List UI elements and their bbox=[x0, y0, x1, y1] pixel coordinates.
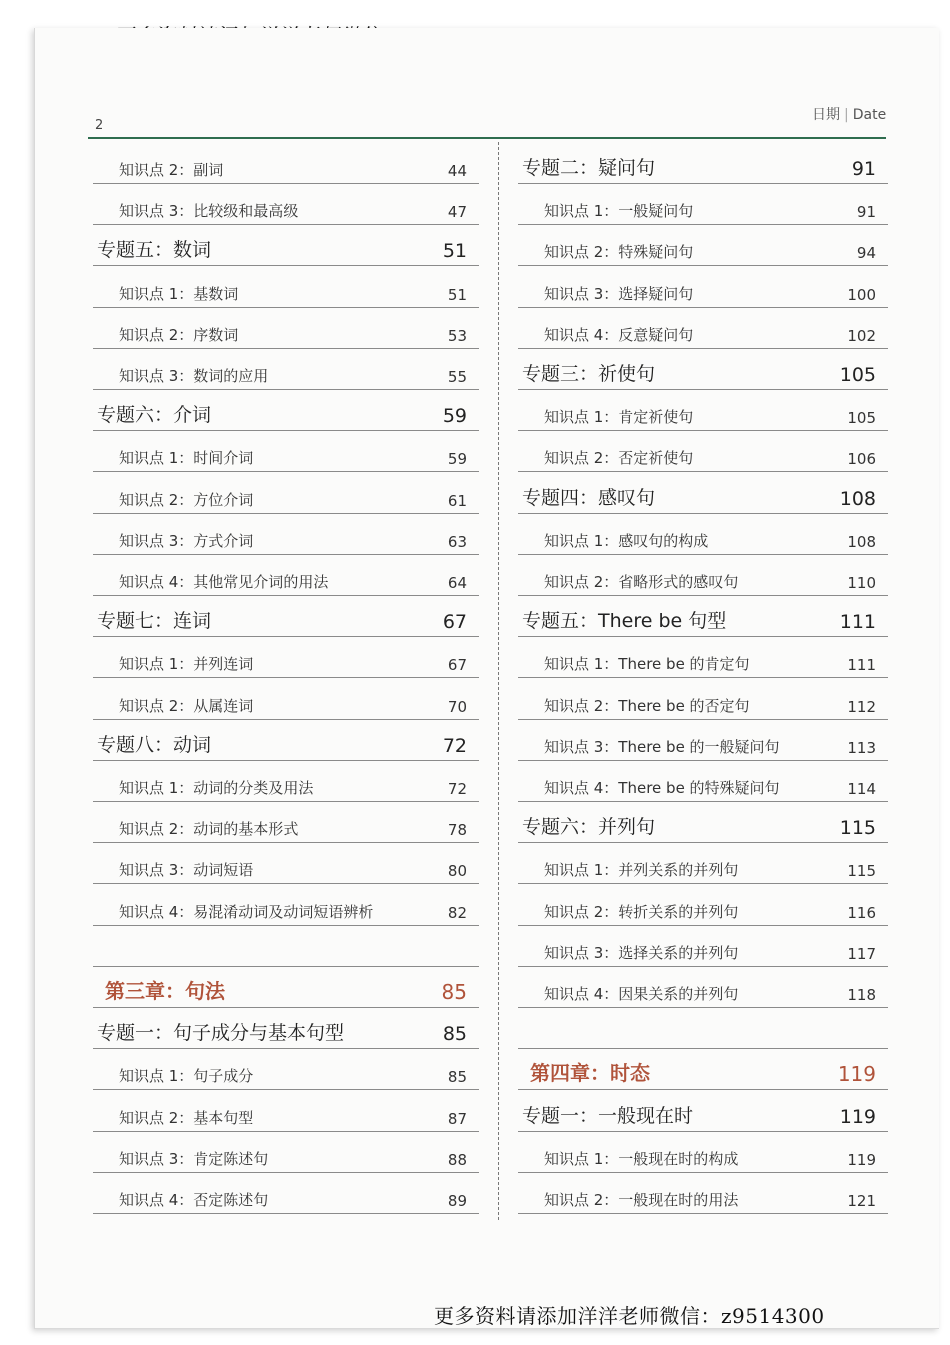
toc-item-page: 67 bbox=[447, 656, 467, 675]
toc-item-page: 87 bbox=[447, 1109, 467, 1128]
toc-item-page: 113 bbox=[847, 738, 876, 757]
date-label bbox=[812, 104, 886, 124]
toc-item-page: 85 bbox=[447, 1068, 467, 1087]
toc-item-title: 知识点 2：动词的基本形式 bbox=[119, 820, 299, 839]
toc-item-page: 100 bbox=[847, 285, 876, 304]
toc-item-title: 知识点 3：选择关系的并列句 bbox=[544, 943, 739, 962]
toc-item-row bbox=[93, 1172, 479, 1214]
toc-item-title: 知识点 1：一般疑问句 bbox=[544, 202, 694, 221]
toc-item-title: 知识点 4：反意疑问句 bbox=[544, 325, 694, 344]
toc-chapter-page: 119 bbox=[837, 1062, 876, 1087]
toc-item-page: 59 bbox=[447, 450, 467, 469]
toc-item-page: 61 bbox=[447, 491, 467, 510]
toc-item-row bbox=[93, 636, 479, 678]
toc-item-page: 72 bbox=[447, 780, 467, 798]
toc-item-page: 115 bbox=[847, 862, 876, 881]
toc-item-title: 知识点 4：否定陈述句 bbox=[119, 1191, 269, 1209]
toc-chapter-row bbox=[518, 1048, 888, 1090]
toc-item-title: 知识点 1：基数词 bbox=[119, 284, 239, 303]
toc-topic-row bbox=[518, 348, 888, 390]
toc-item-page: 91 bbox=[856, 203, 876, 222]
toc-topic-title: 专题一：一般现在时 bbox=[522, 1104, 694, 1127]
toc-topic-page: 72 bbox=[442, 734, 467, 757]
toc-item-title: 知识点 2：序数词 bbox=[119, 325, 239, 344]
toc-topic-title: 专题四：感叹句 bbox=[522, 486, 656, 509]
toc-item-title: 知识点 3：选择疑问句 bbox=[544, 284, 694, 303]
toc-item-page: 70 bbox=[447, 697, 467, 716]
toc-item-row bbox=[93, 430, 479, 472]
toc-topic-title: 专题二：疑问句 bbox=[522, 157, 656, 179]
toc-topic-row bbox=[93, 595, 479, 637]
date-label-cn: 日期 bbox=[812, 107, 840, 123]
toc-topic-title: 专题六：介词 bbox=[97, 404, 212, 427]
toc-topic-row bbox=[93, 224, 479, 266]
toc-item-page: 119 bbox=[847, 1150, 876, 1169]
toc-item-row bbox=[518, 636, 888, 678]
toc-topic-page: 108 bbox=[839, 487, 876, 510]
toc-item-row bbox=[93, 472, 479, 514]
toc-item-row bbox=[93, 554, 479, 596]
toc-chapter-title: 第四章：时态 bbox=[530, 1061, 650, 1086]
toc-item-page: 117 bbox=[847, 944, 876, 963]
toc-item-row bbox=[93, 1090, 479, 1132]
toc-item-title: 知识点 1：There be 的肯定句 bbox=[544, 655, 750, 674]
toc-item-row bbox=[518, 1131, 888, 1173]
toc-item-title: 知识点 1：句子成分 bbox=[119, 1067, 254, 1086]
column-divider bbox=[498, 142, 499, 1220]
toc-item-title: 知识点 3：There be 的一般疑问句 bbox=[544, 737, 780, 756]
toc-topic-row bbox=[518, 142, 888, 184]
toc-item-title: 知识点 1：一般现在时的构成 bbox=[544, 1149, 739, 1168]
toc-item-row bbox=[93, 142, 479, 184]
toc-item-page: 106 bbox=[847, 450, 876, 469]
toc-item-row bbox=[93, 513, 479, 555]
toc-item-row bbox=[518, 554, 888, 596]
toc-item-row bbox=[518, 760, 888, 802]
toc-topic-title: 专题三：祈使句 bbox=[522, 363, 656, 385]
toc-item-page: 78 bbox=[447, 821, 467, 840]
toc-item-title: 知识点 4：There be 的特殊疑问句 bbox=[544, 779, 780, 797]
toc-item-title: 知识点 2：基本句型 bbox=[119, 1108, 254, 1127]
toc-item-row bbox=[518, 966, 888, 1008]
toc-item-row bbox=[518, 224, 888, 266]
toc-item-title: 知识点 2：There be 的否定句 bbox=[544, 696, 750, 715]
toc-item-title: 知识点 2：方位介词 bbox=[119, 490, 254, 509]
toc-item-title: 知识点 4：因果关系的并列句 bbox=[544, 985, 739, 1003]
toc-item-title: 知识点 2：从属连词 bbox=[119, 696, 254, 715]
toc-item-title: 知识点 2：副词 bbox=[119, 161, 224, 179]
toc-item-page: 80 bbox=[447, 862, 467, 881]
toc-item-title: 知识点 2：一般现在时的用法 bbox=[544, 1191, 739, 1209]
toc-topic-page: 115 bbox=[839, 817, 876, 840]
toc-chapter-row bbox=[93, 966, 479, 1008]
toc-item-row bbox=[93, 760, 479, 802]
toc-item-row bbox=[93, 348, 479, 390]
toc-topic-page: 105 bbox=[839, 364, 876, 386]
watermark-bottom: 更多资料请添加洋洋老师微信：z9514300 bbox=[434, 1304, 825, 1328]
toc-item-row bbox=[518, 925, 888, 967]
toc-item-title: 知识点 2：省略形式的感叹句 bbox=[544, 573, 739, 591]
toc-item-row bbox=[518, 884, 888, 926]
toc-item-page: 116 bbox=[847, 903, 876, 922]
toc-item-title: 知识点 1：感叹句的构成 bbox=[544, 531, 709, 550]
toc-item-page: 89 bbox=[447, 1192, 467, 1210]
toc-topic-row bbox=[93, 719, 479, 761]
toc-item-page: 112 bbox=[847, 697, 876, 716]
toc-item-title: 知识点 3：数词的应用 bbox=[119, 367, 269, 385]
toc-topic-title: 专题七：连词 bbox=[97, 610, 212, 633]
toc-item-title: 知识点 3：比较级和最高级 bbox=[119, 202, 299, 221]
toc-item-page: 63 bbox=[447, 532, 467, 551]
toc-topic-page: 85 bbox=[442, 1023, 467, 1046]
toc-item-page: 44 bbox=[447, 162, 467, 180]
header-rule bbox=[88, 137, 886, 139]
date-label-en: Date bbox=[852, 107, 887, 123]
toc-item-page: 51 bbox=[447, 285, 467, 304]
toc-item-row bbox=[518, 842, 888, 884]
toc-item-title: 知识点 3：方式介词 bbox=[119, 531, 254, 550]
toc-item-page: 82 bbox=[447, 903, 467, 922]
toc-item-row bbox=[93, 1131, 479, 1173]
toc-topic-page: 111 bbox=[839, 611, 876, 634]
toc-item-page: 64 bbox=[447, 574, 467, 592]
toc-item-title: 知识点 1：肯定祈使句 bbox=[544, 408, 694, 427]
toc-item-page: 53 bbox=[447, 326, 467, 345]
toc-chapter-title: 第三章：句法 bbox=[105, 979, 225, 1003]
toc-item-title: 知识点 3：动词短语 bbox=[119, 861, 254, 880]
toc-item-title: 知识点 1：时间介词 bbox=[119, 449, 254, 468]
toc-topic-row bbox=[518, 1090, 888, 1132]
toc-item-page: 47 bbox=[447, 203, 467, 222]
toc-topic-page: 59 bbox=[442, 405, 467, 428]
toc-item-row bbox=[518, 183, 888, 225]
toc-topic-title: 专题一：句子成分与基本句型 bbox=[97, 1022, 345, 1045]
toc-item-page: 118 bbox=[847, 986, 876, 1004]
toc-item-page: 110 bbox=[847, 574, 876, 592]
toc-item-row bbox=[518, 307, 888, 349]
toc-item-title: 知识点 2：转折关系的并列句 bbox=[544, 902, 739, 921]
toc-item-row bbox=[93, 801, 479, 843]
toc-item-row bbox=[93, 307, 479, 349]
toc-topic-title: 专题五：There be 句型 bbox=[522, 610, 727, 633]
toc-chapter-page: 85 bbox=[441, 980, 467, 1004]
toc-item-title: 知识点 3：肯定陈述句 bbox=[119, 1149, 269, 1168]
toc-item-page: 94 bbox=[856, 244, 876, 263]
toc-item-row bbox=[518, 719, 888, 761]
toc-item-row bbox=[518, 513, 888, 555]
toc-topic-page: 67 bbox=[442, 611, 467, 634]
toc-topic-title: 专题八：动词 bbox=[97, 733, 212, 756]
toc-item-row bbox=[93, 678, 479, 720]
toc-item-title: 知识点 1：动词的分类及用法 bbox=[119, 779, 314, 797]
toc-topic-row bbox=[93, 389, 479, 431]
date-separator: | bbox=[844, 107, 849, 123]
toc-item-row bbox=[93, 266, 479, 308]
toc-item-row bbox=[93, 1048, 479, 1090]
toc-topic-page: 51 bbox=[442, 240, 467, 263]
toc-topic-row bbox=[518, 801, 888, 843]
toc-item-title: 知识点 1：并列关系的并列句 bbox=[544, 861, 739, 880]
toc-item-page: 121 bbox=[847, 1192, 876, 1210]
toc-item-page: 108 bbox=[847, 532, 876, 551]
toc-item-page: 105 bbox=[847, 409, 876, 428]
toc-item-row bbox=[518, 678, 888, 720]
toc-topic-title: 专题六：并列句 bbox=[522, 816, 656, 839]
toc-item-title: 知识点 4：其他常见介词的用法 bbox=[119, 573, 329, 591]
toc-item-row bbox=[518, 389, 888, 431]
toc-item-row bbox=[93, 842, 479, 884]
toc-topic-row bbox=[518, 595, 888, 637]
toc-item-title: 知识点 2：否定祈使句 bbox=[544, 449, 694, 468]
toc-item-title: 知识点 1：并列连词 bbox=[119, 655, 254, 674]
toc-item-title: 知识点 2：特殊疑问句 bbox=[544, 243, 694, 262]
toc-item-page: 55 bbox=[447, 368, 467, 386]
toc-item-row bbox=[518, 266, 888, 308]
toc-topic-page: 119 bbox=[839, 1105, 876, 1128]
toc-topic-page: 91 bbox=[851, 158, 876, 180]
toc-item-title: 知识点 4：易混淆动词及动词短语辨析 bbox=[119, 902, 374, 921]
toc-item-row bbox=[93, 884, 479, 926]
toc-item-page: 114 bbox=[847, 780, 876, 798]
toc-item-row bbox=[518, 1172, 888, 1214]
toc-item-page: 111 bbox=[847, 656, 876, 675]
toc-item-row bbox=[518, 430, 888, 472]
toc-blank-row bbox=[93, 925, 479, 967]
toc-item-page: 102 bbox=[847, 326, 876, 345]
page-number: 2 bbox=[95, 118, 104, 133]
toc-item-page: 88 bbox=[447, 1150, 467, 1169]
toc-blank-row bbox=[518, 1007, 888, 1049]
toc-topic-row bbox=[518, 472, 888, 514]
toc-topic-row bbox=[93, 1007, 479, 1049]
toc-topic-title: 专题五：数词 bbox=[97, 239, 212, 262]
toc-item-row bbox=[93, 183, 479, 225]
